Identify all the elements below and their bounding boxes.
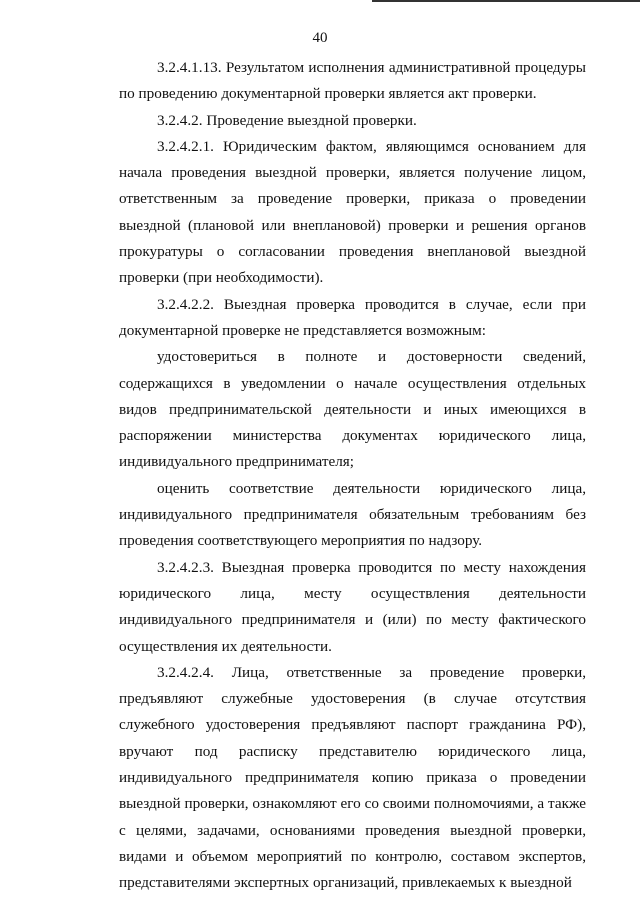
page-number: 40 xyxy=(312,30,328,46)
paragraph-3-2-4-2-heading: 3.2.4.2. Проведение выездной проверки. xyxy=(157,111,417,129)
paragraph-3-2-4-2-1: 3.2.4.2.1. Юридическим фактом, являющимся основанием для начала проведения выездной проверки, является получение лицом, ответственным за проведение проверки, приказа о проведении выездной (плановой или внеплановой) проверки и решения органов прокуратуры о согласовании проведения внеплановой выездной проверки (при необходимости). xyxy=(119,137,586,287)
top-edge-rule xyxy=(372,0,640,2)
paragraph-verify-completeness: удостовериться в полноте и достоверности сведений, содержащихся в уведомлении о начале осуществления отдельных видов предпринимательской деятельности и иных имеющихся в распоряжении министерства документах юридического лица, индивидуального предпринимателя; xyxy=(119,348,586,471)
paragraph-3-2-4-2-4: 3.2.4.2.4. Лица, ответственные за проведение проверки, предъявляют служебные удостоверения (в случае отсутствия служебного удостоверения предъявляют паспорт гражданина РФ), вручают под расписку представителю юридического лица, индивидуального предпринимателя копию приказа о проведении выездной проверки, ознакомляют его со своими полномочиями, а также с целями, задачами, основаниями проведения выездной проверки, видами и объемом мероприятий по контролю, составом экспертов, представителями экспертных организаций, привлекаемых к выездной xyxy=(119,663,586,892)
document-body xyxy=(119,55,586,897)
paragraph-3-2-4-2-3: 3.2.4.2.3. Выездная проверка проводится по месту нахождения юридического лица, месту осуществления деятельности индивидуального предпринимателя и (или) по месту фактического осуществления их деятельности. xyxy=(119,558,586,655)
paragraph-3-2-4-2-2: 3.2.4.2.2. Выездная проверка проводится в случае, если при документарной проверке не представляется возможным: xyxy=(119,295,586,339)
paragraph-3-2-4-1-13: 3.2.4.1.13. Результатом исполнения административной процедуры по проведению документарной проверки является акт проверки. xyxy=(119,59,586,103)
paragraph-assess-compliance: оценить соответствие деятельности юридического лица, индивидуального предпринимателя обязательным требованиям без проведения соответствующего мероприятия по надзору. xyxy=(119,479,586,550)
